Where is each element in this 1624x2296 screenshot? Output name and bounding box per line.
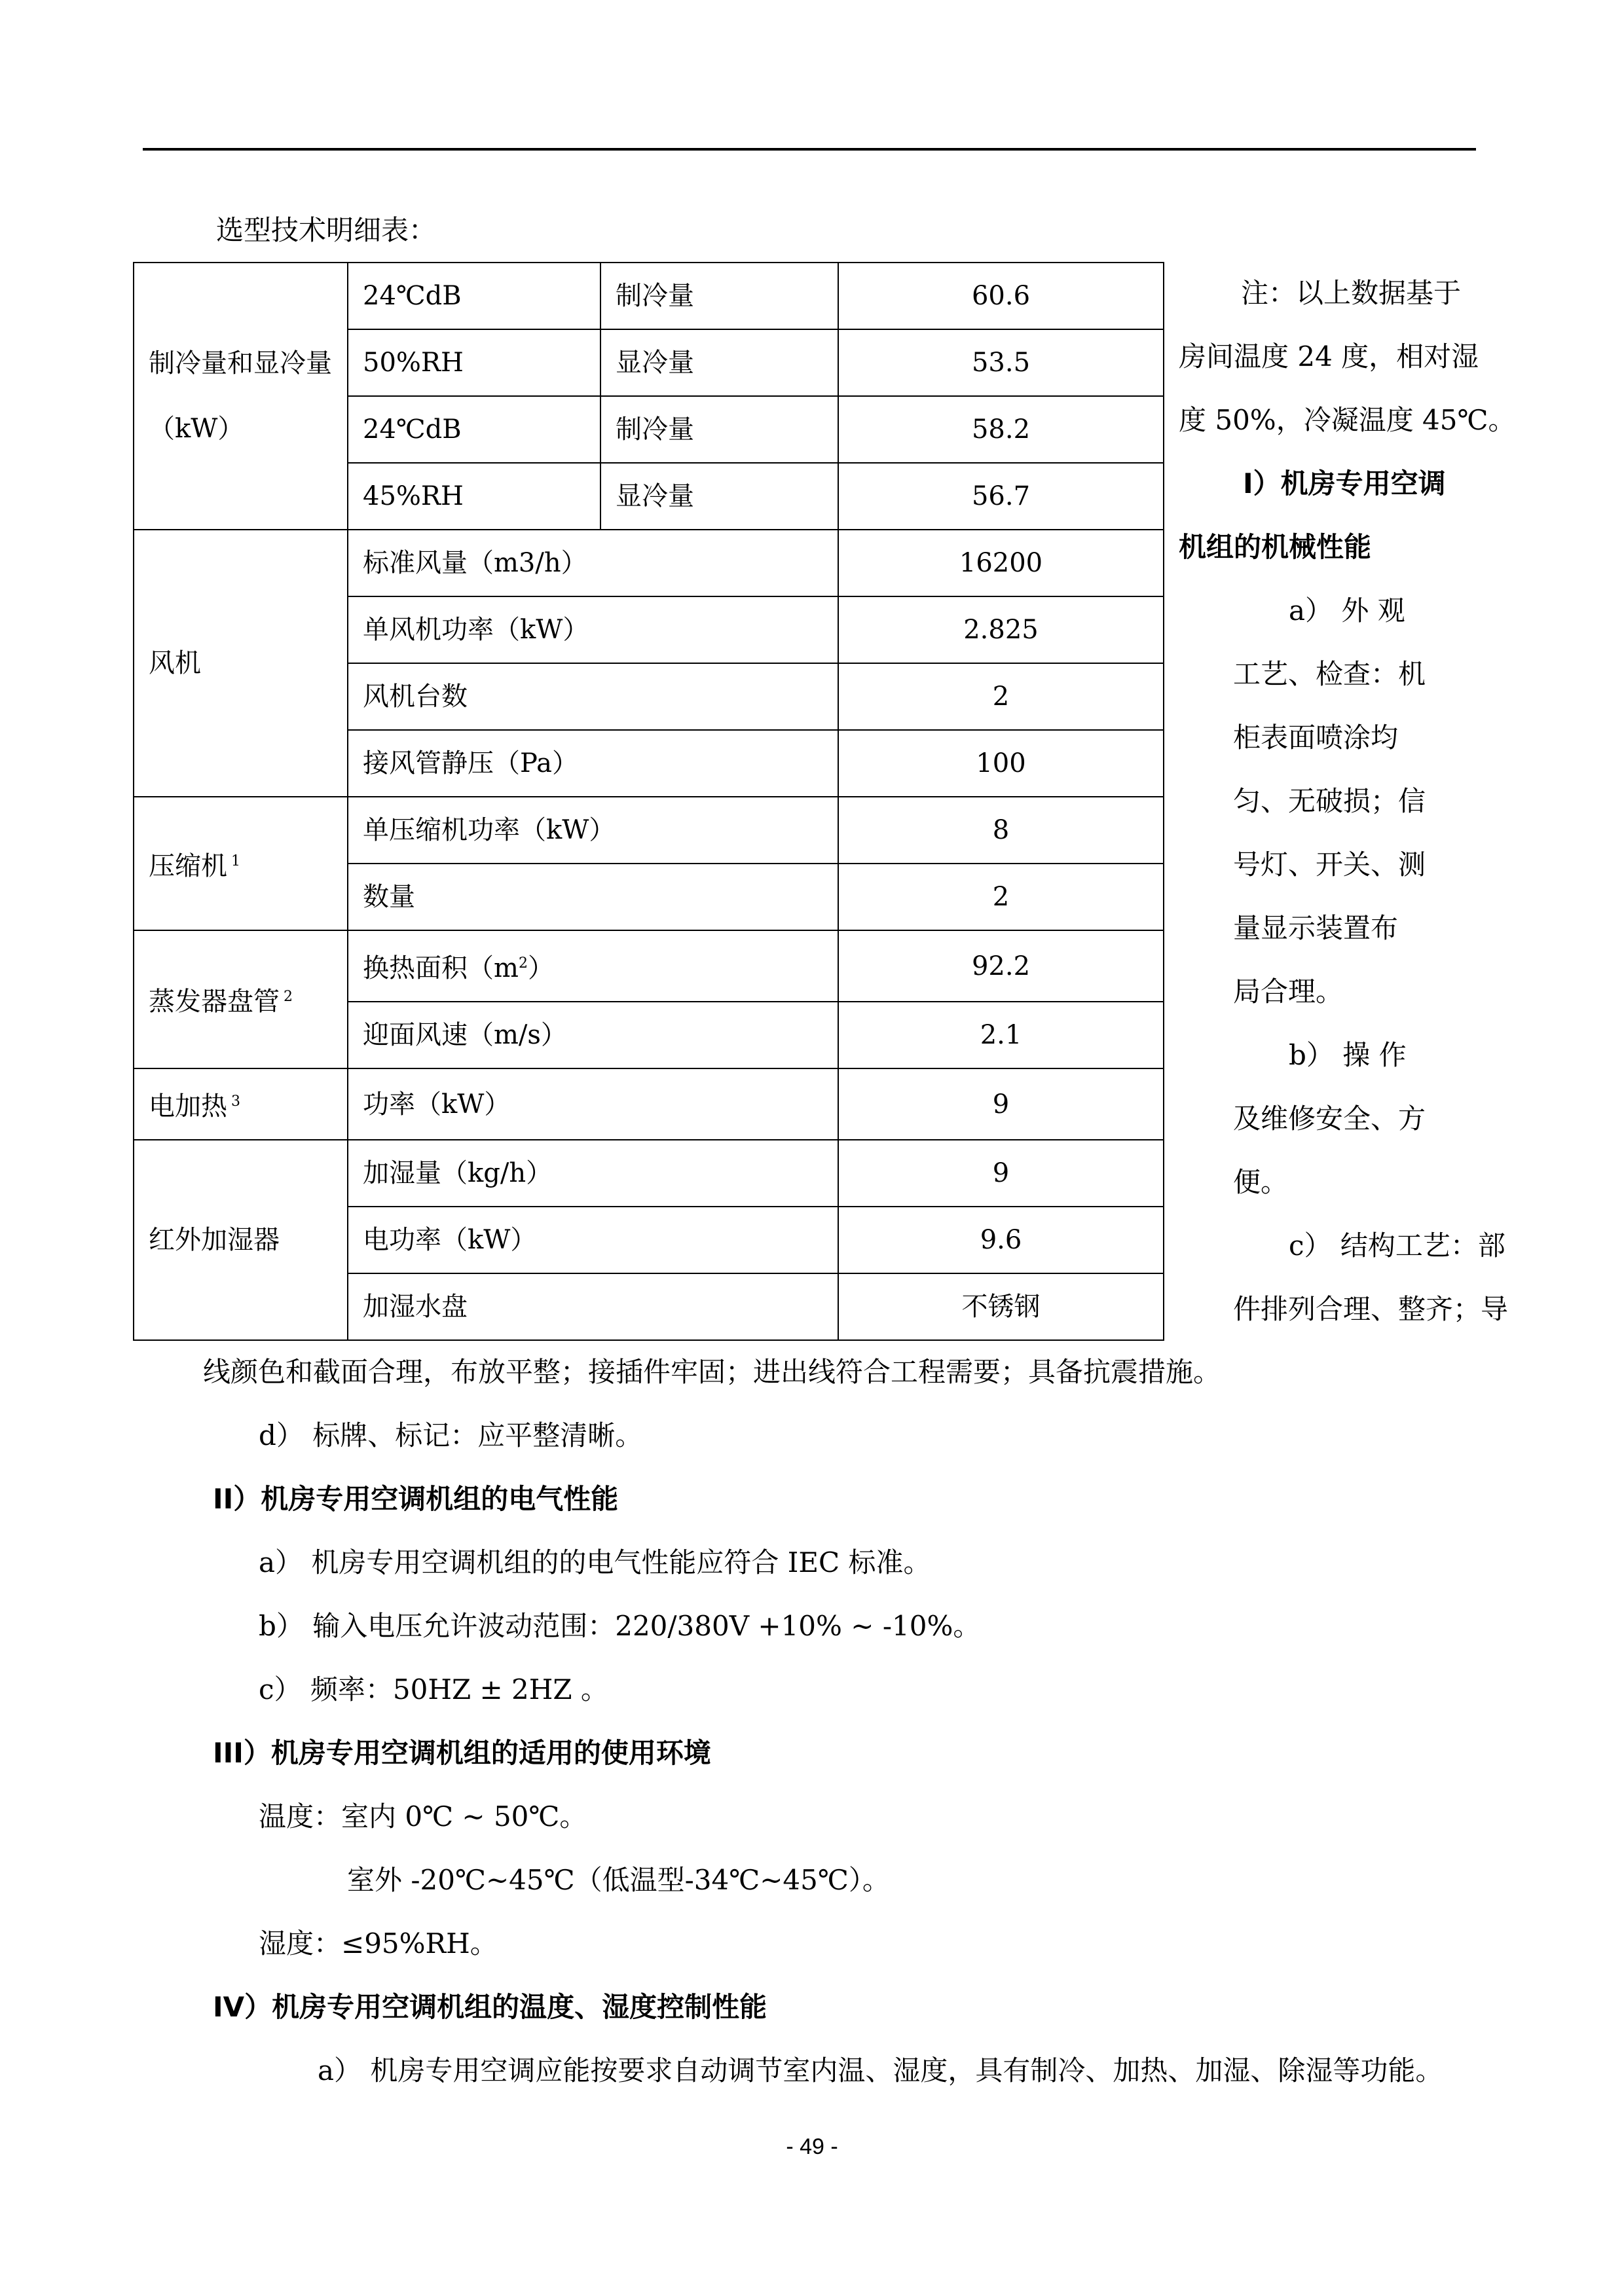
row-header-heater: [134, 1068, 348, 1140]
list-item: c） 频率：50HZ ± 2HZ 。: [259, 1673, 608, 1705]
side-item-line: 量显示装置布: [1233, 912, 1399, 944]
heater-label: 电加热: [149, 1091, 227, 1121]
value-cell: 2: [838, 663, 1164, 730]
compressor-label: 压缩机: [149, 850, 227, 881]
table-row: [134, 930, 1164, 1002]
label-cell: 单风机功率（kW）: [348, 596, 838, 663]
label-cell: 显冷量: [600, 463, 838, 530]
label-cell: 接风管静压（Pa）: [348, 730, 838, 797]
spec-table: [133, 262, 1164, 1341]
label-cell: 显冷量: [600, 329, 838, 396]
label-cell: 电功率（kW）: [348, 1207, 838, 1273]
page-number: - 49 -: [786, 2134, 838, 2159]
row-header-humidifier: 红外加湿器: [134, 1140, 348, 1340]
label-text: 换热面积（m: [363, 953, 519, 983]
value-cell: 不锈钢: [838, 1273, 1164, 1340]
value-cell: 60.6: [838, 263, 1164, 329]
table-row: [134, 1068, 1164, 1140]
intro-text: 选型技术明细表：: [216, 214, 437, 246]
label-cell: 标准风量（m3/h）: [348, 530, 838, 596]
paragraph-line: 温度：室内 0℃ ~ 50℃。: [259, 1800, 587, 1832]
paragraph-line: 室外 -20℃~45℃（低温型-34℃~45℃）。: [347, 1864, 890, 1896]
list-item: d） 标牌、标记：应平整清晰。: [259, 1419, 643, 1451]
condition-cell: 50%RH: [348, 329, 600, 396]
value-cell: 16200: [838, 530, 1164, 596]
label-cell: 迎面风速（m/s）: [348, 1002, 838, 1068]
list-item: a） 机房专用空调应能按要求自动调节室内温、湿度，具有制冷、加热、加湿、除湿等功能。: [318, 2054, 1443, 2086]
value-cell: 53.5: [838, 329, 1164, 396]
label-cell: 数量: [348, 864, 838, 930]
side-note-line: 房间温度 24 度，相对湿: [1179, 340, 1479, 373]
table-row: [134, 1140, 1164, 1207]
section-heading-4: IV）机房专用空调机组的温度、湿度控制性能: [213, 1991, 767, 2023]
label-cell: 加湿水盘: [348, 1273, 838, 1340]
value-cell: 58.2: [838, 396, 1164, 463]
table-row: [134, 263, 1164, 329]
value-cell: 2.825: [838, 596, 1164, 663]
value-cell: 9: [838, 1140, 1164, 1207]
label-cell: 单压缩机功率（kW）: [348, 797, 838, 864]
value-cell: 56.7: [838, 463, 1164, 530]
value-cell: 92.2: [838, 930, 1164, 1002]
label-cell: 功率（kW）: [348, 1068, 838, 1140]
value-cell: 2.1: [838, 1002, 1164, 1068]
value-cell: 9: [838, 1068, 1164, 1140]
side-item-line: 柜表面喷涂均: [1233, 721, 1399, 754]
label-cell: [348, 930, 838, 1002]
value-cell: 100: [838, 730, 1164, 797]
label-cell: 制冷量: [600, 396, 838, 463]
label-cell: 制冷量: [600, 263, 838, 329]
side-item-line: a） 外 观: [1289, 594, 1405, 627]
section-heading-1: 机组的机械性能: [1179, 531, 1372, 563]
label-text: ）: [527, 953, 554, 983]
label-cell: 加湿量（kg/h）: [348, 1140, 838, 1207]
side-item-line: 局合理。: [1233, 975, 1344, 1008]
row-header-compressor: [134, 797, 348, 930]
evaporator-label: 蒸发器盘管: [149, 987, 280, 1017]
footnote-mark: 2: [284, 989, 293, 1005]
label-cell: 风机台数: [348, 663, 838, 730]
footnote-mark: 1: [231, 852, 240, 869]
section-heading-1: I）机房专用空调: [1243, 467, 1446, 500]
condition-cell: 45%RH: [348, 463, 600, 530]
condition-cell: 24℃dB: [348, 396, 600, 463]
side-item-line: 工艺、检查：机: [1233, 658, 1426, 690]
side-note-line: 度 50%，冷凝温度 45℃。: [1179, 404, 1516, 436]
value-cell: 9.6: [838, 1207, 1164, 1273]
value-cell: 8: [838, 797, 1164, 864]
side-item-line: 号灯、开关、测: [1233, 848, 1426, 881]
row-header-fan: 风机: [134, 530, 348, 797]
side-note-line: 注：以上数据基于: [1241, 277, 1462, 309]
table-row: [134, 530, 1164, 596]
row-header-evaporator: [134, 930, 348, 1068]
footnote-mark: 3: [231, 1093, 240, 1110]
side-item-line: 件排列合理、整齐；导: [1233, 1293, 1509, 1325]
side-item-line: c） 结构工艺：部: [1289, 1230, 1505, 1262]
section-heading-2: II）机房专用空调机组的电气性能: [213, 1483, 619, 1515]
side-item-line: 便。: [1233, 1166, 1289, 1198]
side-item-line: 及维修安全、方: [1233, 1102, 1426, 1135]
paragraph-line: 湿度：≤95%RH。: [259, 1927, 498, 1959]
header-rule: [143, 148, 1476, 151]
section-heading-3: III）机房专用空调机组的适用的使用环境: [213, 1737, 711, 1769]
table-row: [134, 797, 1164, 864]
side-item-line: 匀、无破损；信: [1233, 785, 1426, 817]
side-item-line: b） 操 作: [1289, 1039, 1407, 1071]
row-header-cooling: 制冷量和显冷量（kW）: [134, 263, 348, 530]
list-item: a） 机房专用空调机组的的电气性能应符合 IEC 标准。: [259, 1546, 931, 1578]
condition-cell: 24℃dB: [348, 263, 600, 329]
list-item: b） 输入电压允许波动范围：220/380V +10% ~ -10%。: [259, 1610, 981, 1642]
value-cell: 2: [838, 864, 1164, 930]
paragraph-line: 线颜色和截面合理，布放平整；接插件牢固；进出线符合工程需要；具备抗震措施。: [203, 1356, 1221, 1388]
unit-superscript: 2: [518, 955, 528, 972]
